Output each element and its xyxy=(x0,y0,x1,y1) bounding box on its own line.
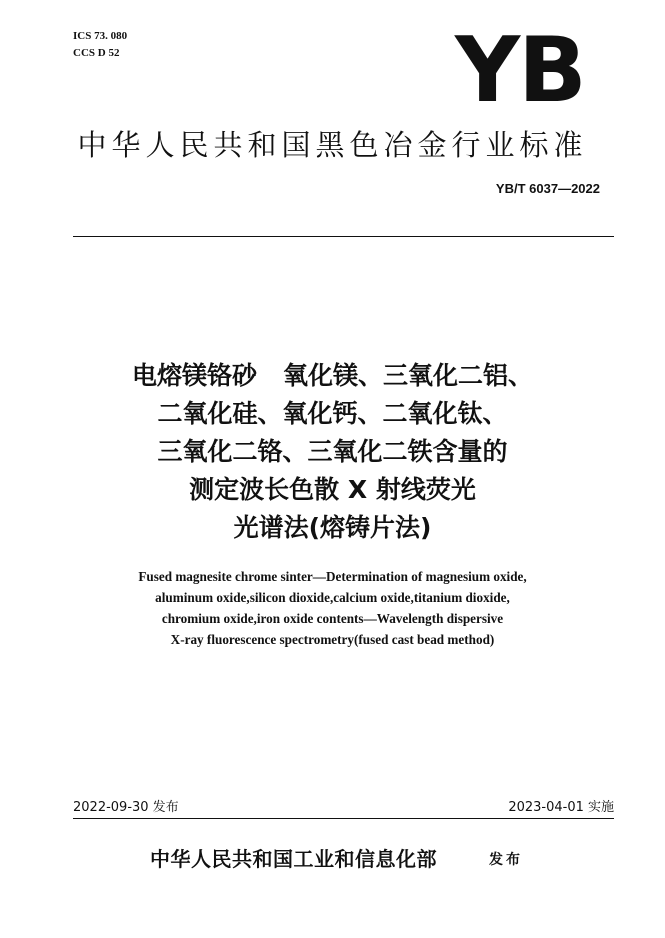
implementation-date: 2023-04-01 实施 xyxy=(508,800,614,815)
english-title xyxy=(0,566,665,650)
publisher-name: 中华人民共和国工业和信息化部 xyxy=(150,847,437,871)
english-title-line-3: chromium oxide,iron oxide contents—Wavelength dispersive xyxy=(161,611,504,626)
english-title-line-4: X-ray fluorescence spectrometry(fused cast bead method) xyxy=(170,632,495,647)
english-title-line-1: Fused magnesite chrome sinter—Determination of magnesium oxide, xyxy=(138,569,527,584)
chinese-title-line-5: 光谱法(熔铸片法) xyxy=(233,513,432,542)
bottom-divider xyxy=(73,818,614,819)
chinese-title-line-2: 二氧化硅、氧化钙、二氧化钛、 xyxy=(157,399,508,428)
yb-logo: YB xyxy=(455,18,585,123)
ics-code: ICS 73. 080 xyxy=(73,30,128,42)
top-divider xyxy=(73,236,614,237)
chinese-title-line-1: 电熔镁铬砂 氧化镁、三氧化二铝、 xyxy=(131,361,534,390)
ccs-code: CCS D 52 xyxy=(73,47,120,59)
issuing-organization-title: 中华人民共和国黑色冶金行业标准 xyxy=(77,128,588,162)
chinese-title xyxy=(0,357,665,547)
issue-date: 2022-09-30 发布 xyxy=(73,800,179,815)
english-title-line-2: aluminum oxide,silicon dioxide,calcium oxide,titanium dioxide, xyxy=(155,590,510,605)
chinese-title-line-3: 三氧化二铬、三氧化二铁含量的 xyxy=(157,437,508,466)
standard-number: YB/T 6037—2022 xyxy=(495,181,600,196)
chinese-title-line-4: 测定波长色散 X 射线荧光 xyxy=(189,475,476,504)
publish-label: 发布 xyxy=(489,852,523,868)
